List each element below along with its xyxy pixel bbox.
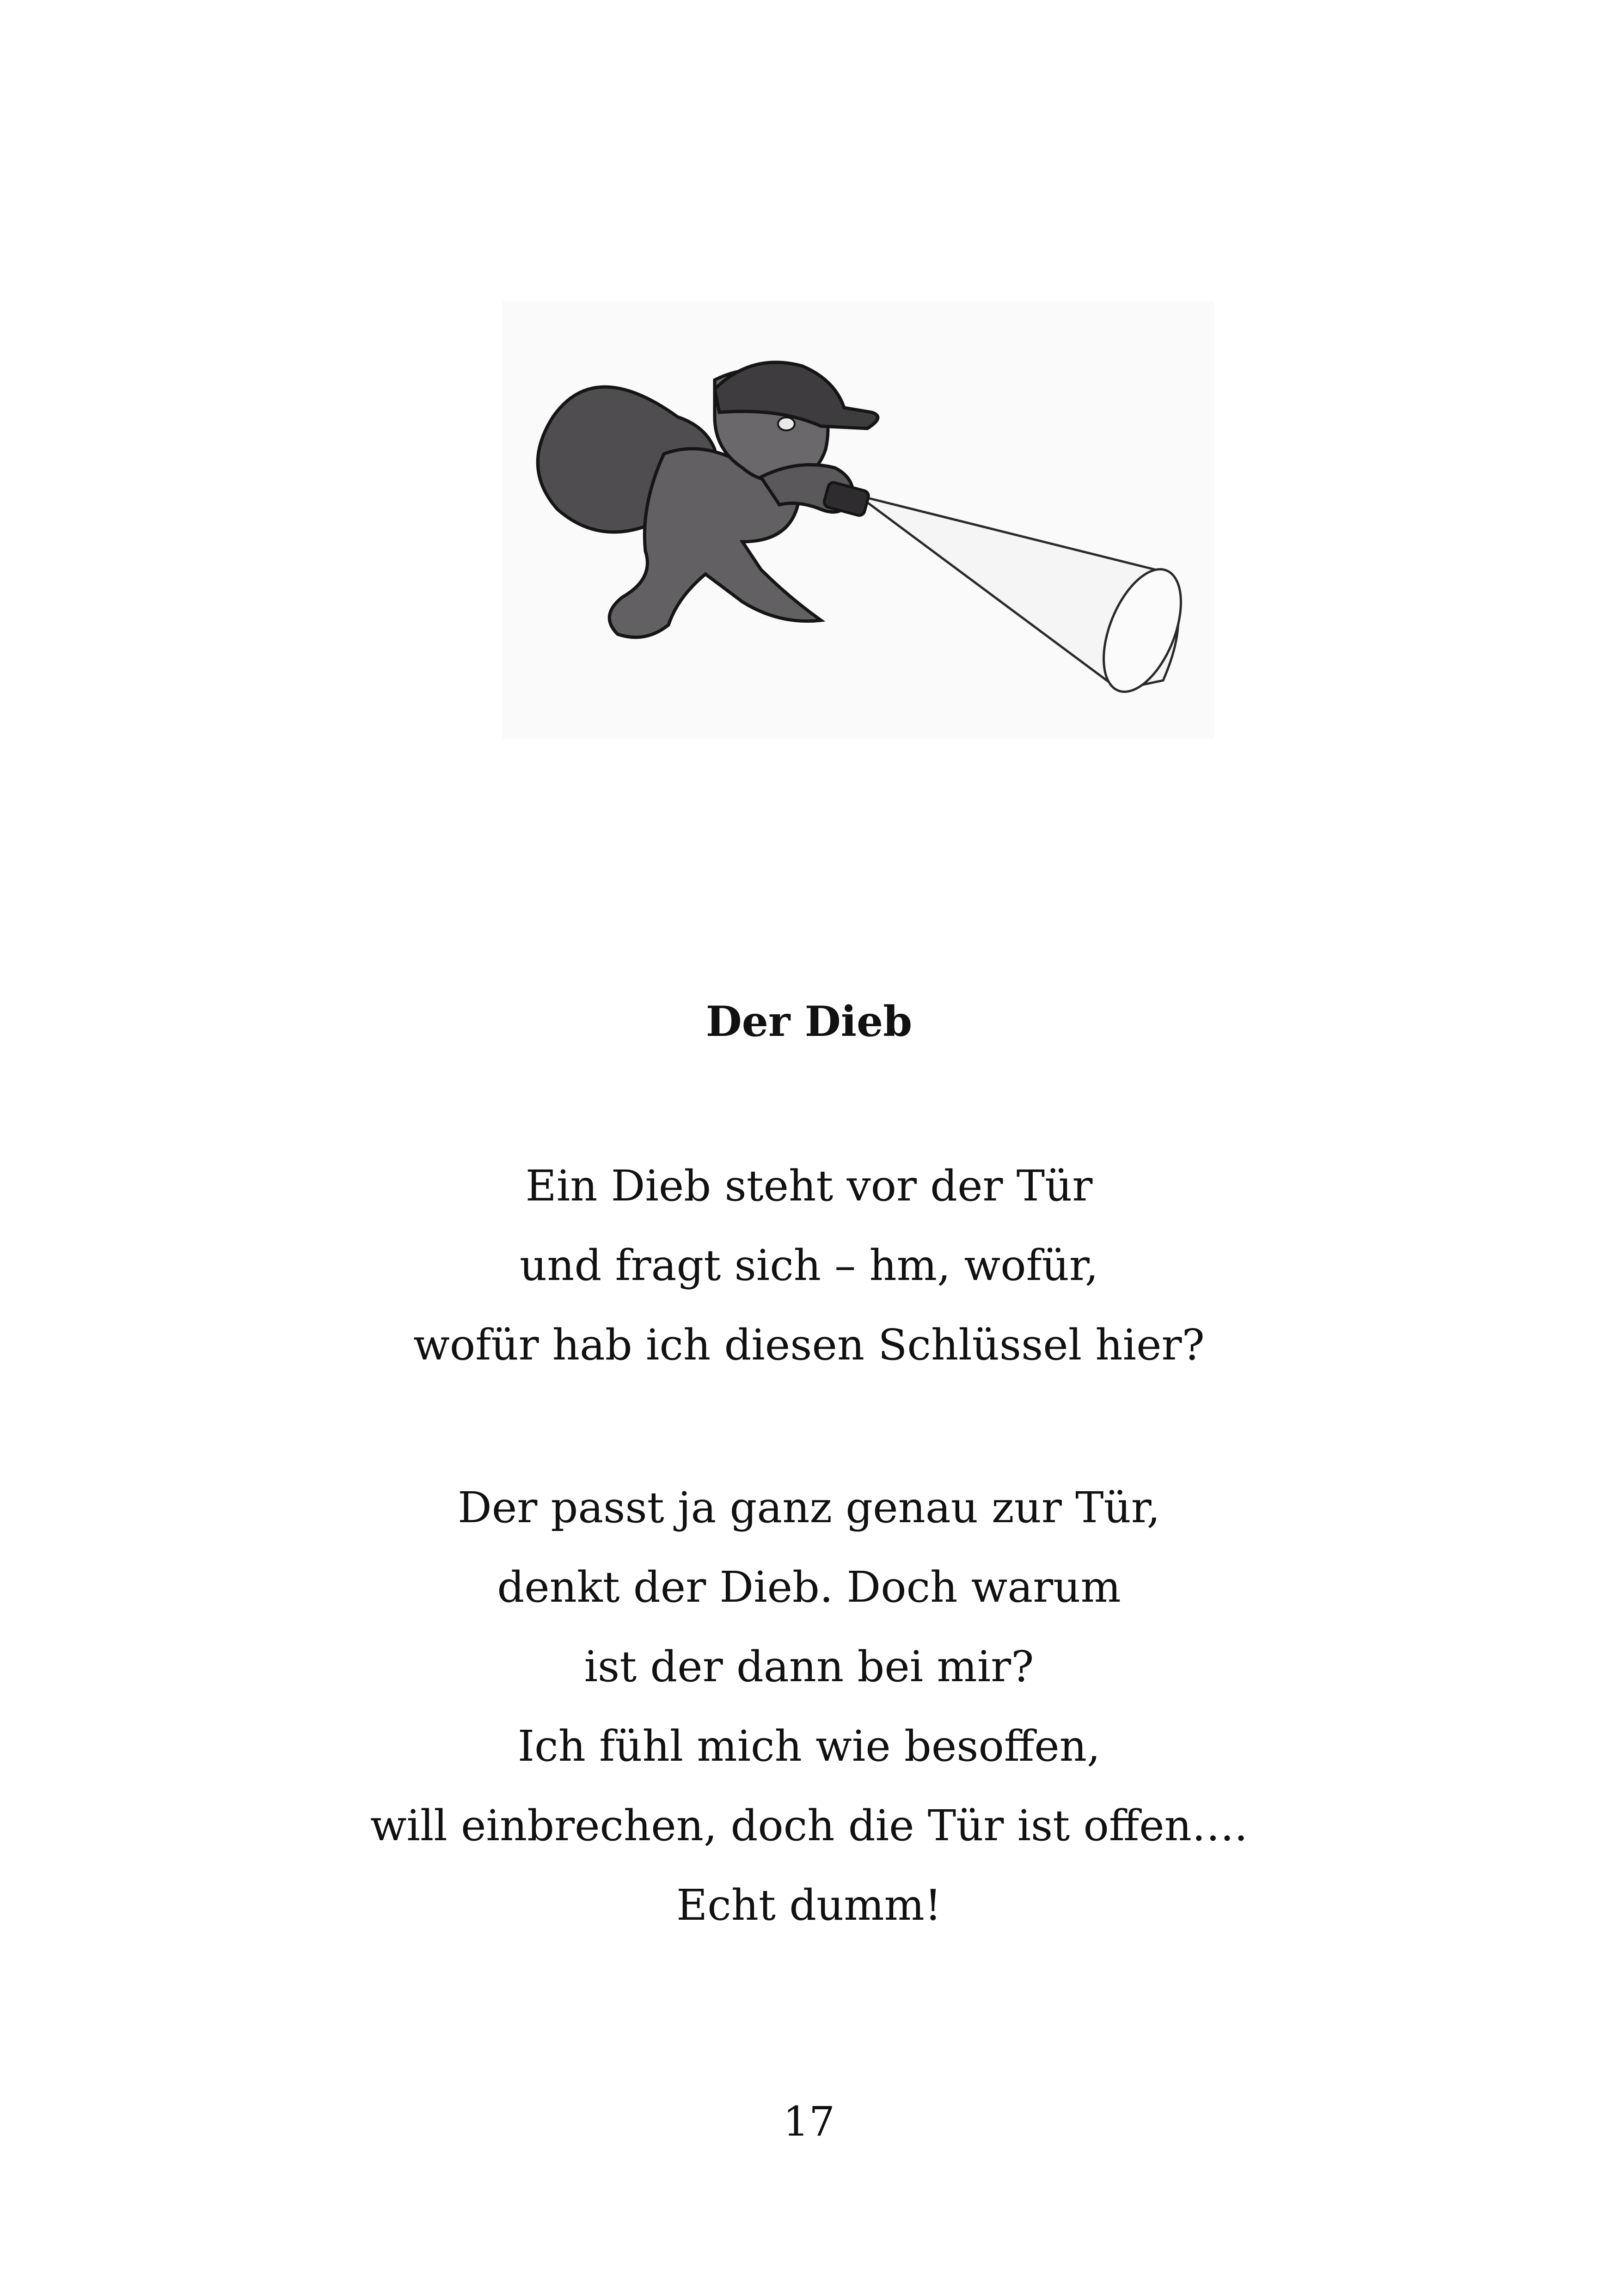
verse-line: ist der dann bei mir? — [584, 1642, 1034, 1691]
verse-line: will einbrechen, doch die Tür ist offen…. — [370, 1801, 1248, 1850]
poem-title: Der Dieb — [705, 997, 913, 1046]
thief-illustration — [502, 301, 1214, 739]
verse-line: Ein Dieb steht vor der Tür — [525, 1161, 1093, 1211]
verse-line: Ich fühl mich wie besoffen, — [517, 1721, 1101, 1771]
verse-line: denkt der Dieb. Doch warum — [497, 1562, 1121, 1612]
verse-line: Echt dumm! — [676, 1880, 942, 1930]
verse-line: Der passt ja ganz genau zur Tür, — [458, 1483, 1160, 1532]
thief-with-flashlight-icon — [502, 301, 1214, 739]
verse-line: wofür hab ich diesen Schlüssel hier? — [413, 1320, 1205, 1370]
page-number: 17 — [783, 2098, 835, 2145]
thief-eye — [778, 417, 795, 430]
stanza-2 — [0, 1468, 1618, 1945]
verse-line: und fragt sich – hm, wofür, — [519, 1241, 1099, 1290]
stanza-1 — [0, 1146, 1618, 1385]
